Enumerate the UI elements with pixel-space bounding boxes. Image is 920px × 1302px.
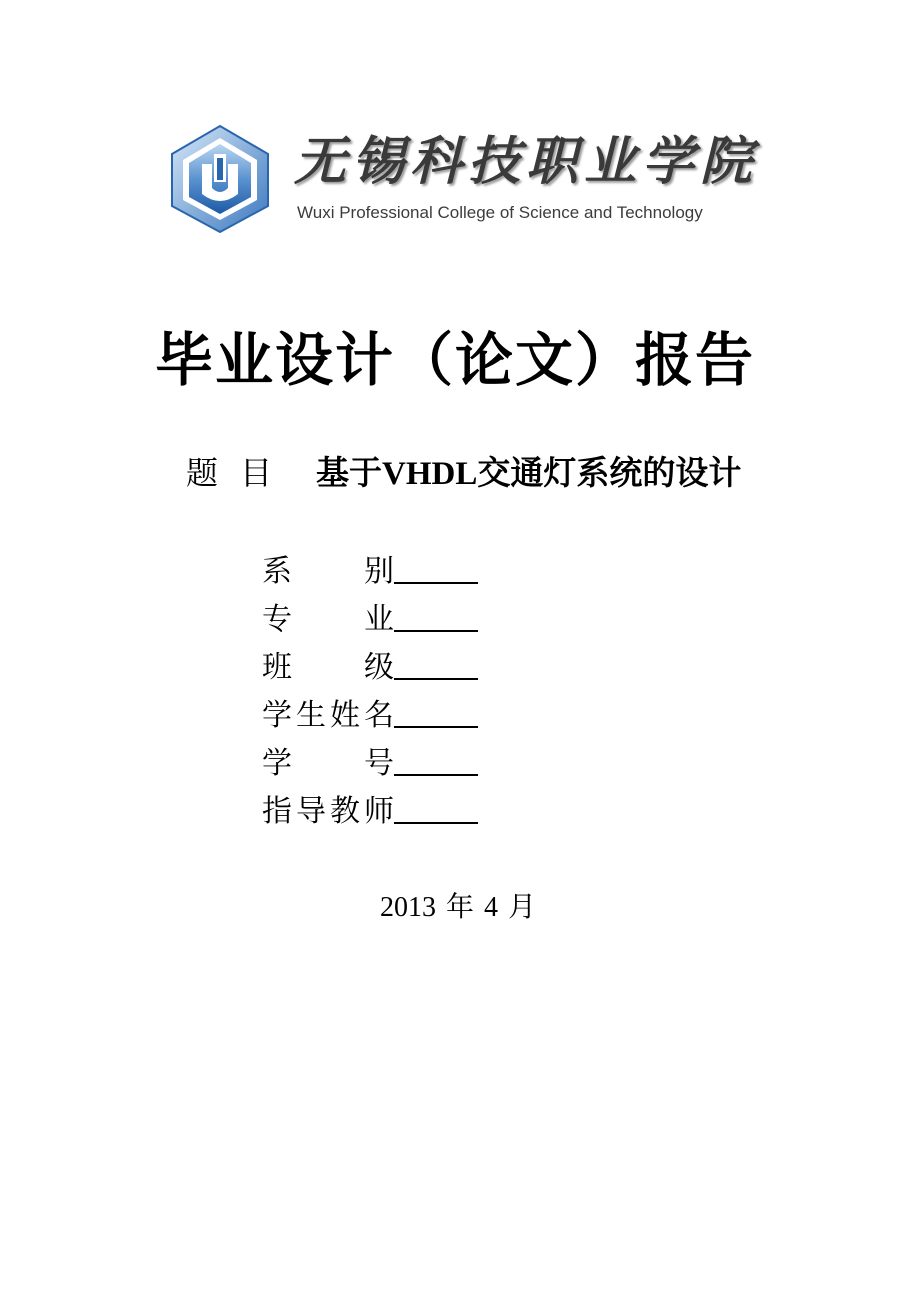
field-major (262, 596, 478, 644)
field-blank (394, 788, 478, 824)
field-advisor (262, 788, 478, 836)
college-name-cn: 无锡科技职业学院 (294, 131, 759, 192)
field-blank (394, 692, 478, 728)
field-student-id (262, 740, 478, 788)
field-label: 系别 (262, 554, 394, 589)
college-emblem-icon (168, 124, 272, 234)
field-class (262, 644, 478, 692)
field-label: 学生姓名 (262, 698, 394, 733)
college-name-en: Wuxi Professional College of Science and Technology (297, 203, 703, 222)
field-department (262, 548, 478, 596)
page-title: 毕业设计（论文）报告 (154, 326, 755, 394)
college-logo (168, 124, 768, 236)
report-date (380, 888, 546, 928)
topic-line (186, 448, 741, 499)
field-student-name (262, 692, 478, 740)
field-label: 指导教师 (262, 794, 394, 829)
field-label: 班级 (262, 650, 394, 685)
date-month-unit: 月 (508, 892, 537, 923)
date-year: 2013 (380, 892, 436, 923)
field-label: 专业 (262, 602, 394, 637)
topic-value: 基于VHDL交通灯系统的设计 (316, 456, 742, 492)
field-blank (394, 740, 478, 776)
field-blank (394, 644, 478, 680)
topic-label: 题目 (186, 454, 295, 492)
field-blank (394, 548, 478, 584)
field-blank (394, 596, 478, 632)
info-fields (262, 548, 478, 836)
date-year-unit: 年 (446, 892, 475, 923)
date-month: 4 (484, 892, 499, 923)
field-label: 学号 (262, 746, 394, 781)
